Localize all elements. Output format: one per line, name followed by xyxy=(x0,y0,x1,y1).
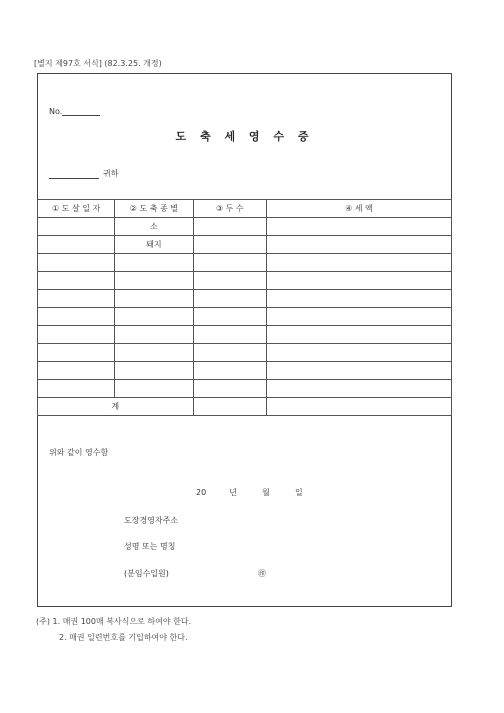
recipient-field[interactable] xyxy=(49,170,99,179)
livestock-type-cell[interactable]: 소 xyxy=(115,218,193,236)
tax-amount-cell[interactable] xyxy=(266,254,451,272)
total-label: 계 xyxy=(38,398,194,416)
slaughter-date-cell[interactable] xyxy=(38,290,115,308)
table-row xyxy=(38,326,452,344)
table-row xyxy=(38,344,452,362)
tax-amount-cell[interactable] xyxy=(266,362,451,380)
head-count-cell[interactable] xyxy=(193,380,266,398)
head-count-cell[interactable] xyxy=(193,218,266,236)
livestock-type-cell[interactable] xyxy=(115,290,193,308)
tax-amount-cell[interactable] xyxy=(266,326,451,344)
header-tax-amount: ④ 세 액 xyxy=(266,200,451,218)
tax-amount-cell[interactable] xyxy=(266,344,451,362)
date-year-label: 년 xyxy=(229,488,238,497)
livestock-type-cell[interactable] xyxy=(115,344,193,362)
recipient-line xyxy=(49,168,118,179)
slaughter-date-cell[interactable] xyxy=(38,254,115,272)
table-row xyxy=(38,218,452,236)
table-row xyxy=(38,380,452,398)
table-row xyxy=(38,272,452,290)
tax-amount-cell[interactable] xyxy=(266,290,451,308)
head-count-cell[interactable] xyxy=(193,344,266,362)
livestock-type-cell[interactable] xyxy=(115,380,193,398)
slaughter-date-cell[interactable] xyxy=(38,326,115,344)
table-row xyxy=(38,236,452,254)
seal-mark: ㊞ xyxy=(258,569,266,578)
head-count-cell[interactable] xyxy=(193,290,266,308)
footnote-2: 2. 매권 일련번호를 기입하여야 한다. xyxy=(59,633,188,642)
slaughter-date-cell[interactable] xyxy=(38,380,115,398)
table-row xyxy=(38,308,452,326)
tax-amount-cell[interactable] xyxy=(266,272,451,290)
date-line xyxy=(196,487,303,498)
table-row xyxy=(38,362,452,380)
footnote-1: (주) 1. 매권 100매 복사식으로 하여야 한다. xyxy=(36,617,192,626)
page-title: 도 축 세 영 수 증 xyxy=(175,130,314,143)
header-head-count: ③ 두 수 xyxy=(193,200,266,218)
slaughter-date-cell[interactable] xyxy=(38,308,115,326)
slaughter-date-cell[interactable] xyxy=(38,272,115,290)
livestock-type-cell[interactable] xyxy=(115,308,193,326)
slaughter-date-cell[interactable] xyxy=(38,362,115,380)
total-tax-amount[interactable] xyxy=(266,398,451,416)
livestock-type-cell[interactable] xyxy=(115,362,193,380)
name-label: 성명 또는 명칭 xyxy=(124,542,176,551)
tax-amount-cell[interactable] xyxy=(266,236,451,254)
recipient-suffix: 귀하 xyxy=(103,169,119,178)
date-day-label: 일 xyxy=(294,488,303,497)
head-count-cell[interactable] xyxy=(193,362,266,380)
livestock-type-cell[interactable]: 돼지 xyxy=(115,236,193,254)
slaughter-date-cell[interactable] xyxy=(38,236,115,254)
table-row xyxy=(38,254,452,272)
tax-amount-cell[interactable] xyxy=(266,380,451,398)
acknowledgement-text: 위와 같이 영수함 xyxy=(49,448,109,457)
document-number-label: No. xyxy=(49,107,63,116)
tax-amount-cell[interactable] xyxy=(266,218,451,236)
form-header-note: [별지 제97호 서식] (82.3.25. 개정) xyxy=(34,59,162,68)
date-century: 20 xyxy=(196,488,207,497)
tax-amount-cell[interactable] xyxy=(266,308,451,326)
livestock-type-cell[interactable] xyxy=(115,272,193,290)
slaughter-date-cell[interactable] xyxy=(38,344,115,362)
head-count-cell[interactable] xyxy=(193,236,266,254)
header-slaughter-date: ① 도 살 일 자 xyxy=(38,200,115,218)
head-count-cell[interactable] xyxy=(193,308,266,326)
table-header-row xyxy=(38,200,452,218)
livestock-type-cell[interactable] xyxy=(115,254,193,272)
receipt-form xyxy=(37,73,452,607)
official-label: (분임수입원) xyxy=(124,569,169,578)
total-row xyxy=(38,398,452,416)
head-count-cell[interactable] xyxy=(193,272,266,290)
document-number xyxy=(49,107,100,116)
date-month-label: 월 xyxy=(262,488,270,497)
livestock-type-cell[interactable] xyxy=(115,326,193,344)
table-row xyxy=(38,290,452,308)
receipt-table xyxy=(37,199,452,416)
address-label: 도장경영자주소 xyxy=(124,516,179,525)
header-livestock-type: ② 도 축 종 별 xyxy=(115,200,193,218)
head-count-cell[interactable] xyxy=(193,254,266,272)
slaughter-date-cell[interactable] xyxy=(38,218,115,236)
document-number-field[interactable] xyxy=(62,107,100,116)
total-head-count[interactable] xyxy=(193,398,266,416)
head-count-cell[interactable] xyxy=(193,326,266,344)
